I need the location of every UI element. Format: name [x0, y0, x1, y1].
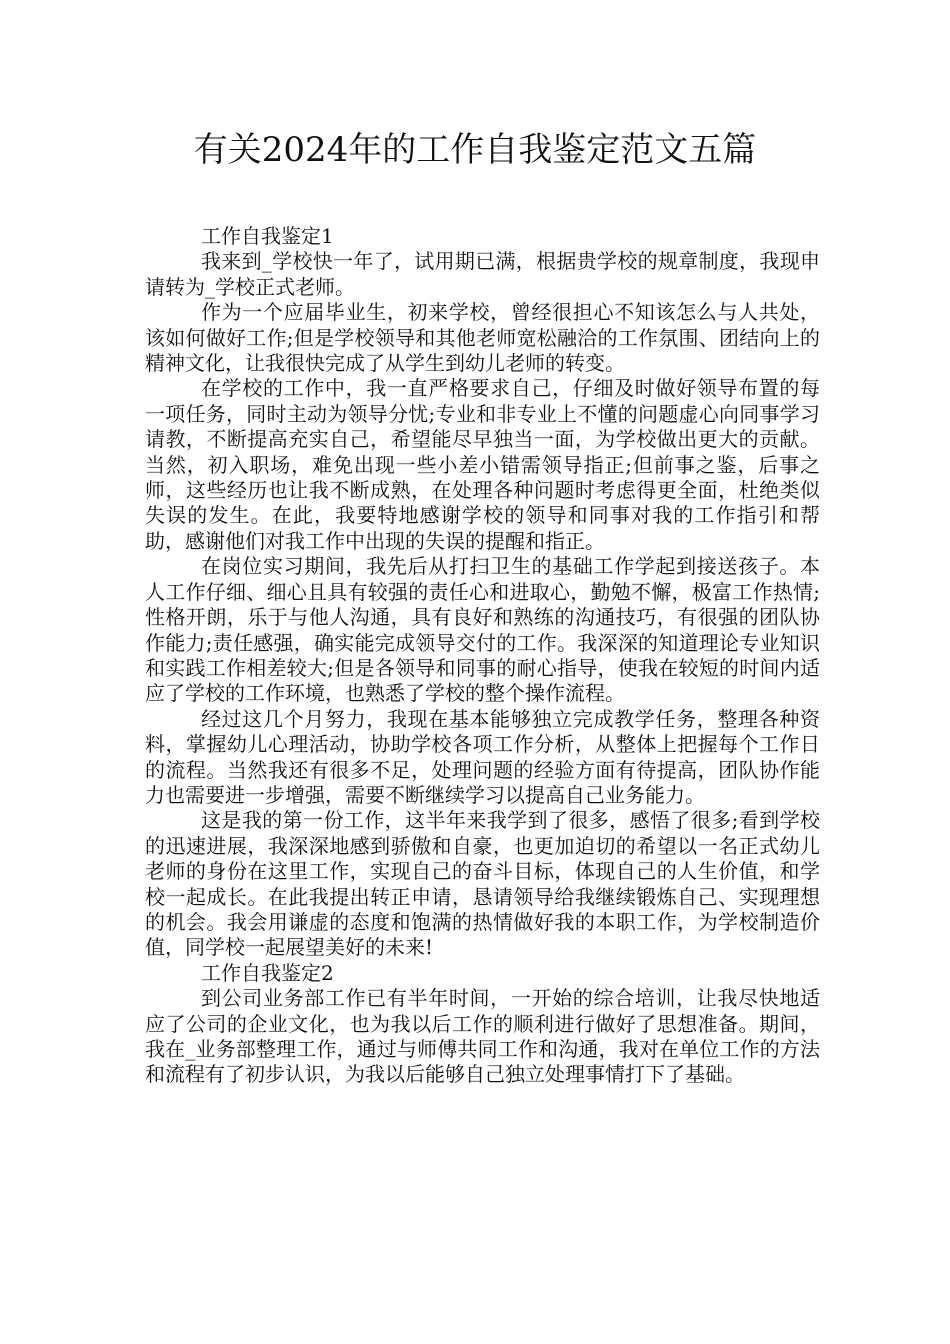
paragraph: 我来到_学校快一年了，试用期已满，根据贵学校的规章制度，我现申请转为_学校正式老师。	[145, 249, 820, 299]
paragraph: 这是我的第一份工作，这半年来我学到了很多，感悟了很多;看到学校的迅速进展，我深深地感到骄傲和自豪，也更加迫切的希望以一名正式幼儿老师的身份在这里工作，实现自己的奋斗目标，体现自己的人生价值，和学校一起成长。在此我提出转正申请，恳请领导给我继续锻炼自己、实现理想的机会。我会用谦虚的态度和饱满的热情做好我的本职工作，为学校制造价值，同学校一起展望美好的未来!	[145, 808, 820, 960]
paragraph: 在岗位实习期间，我先后从打扫卫生的基础工作学起到接送孩子。本人工作仔细、细心且具有较强的责任心和进取心，勤勉不懈，极富工作热情;性格开朗，乐于与他人沟通，具有良好和熟练的沟通技巧，有很强的团队协作能力;责任感强，确实能完成领导交付的工作。我深深的知道理论专业知识和实践工作相差较大;但是各领导和同事的耐心指导，使我在较短的时间内适应了学校的工作环境，也熟悉了学校的整个操作流程。	[145, 554, 820, 706]
paragraph: 作为一个应届毕业生，初来学校，曾经很担心不知该怎么与人共处，该如何做好工作;但是学校领导和其他老师宽松融洽的工作氛围、团结向上的精神文化，让我很快完成了从学生到幼儿老师的转变。	[145, 300, 820, 376]
section-heading-2: 工作自我鉴定2	[201, 960, 334, 985]
section-heading-1: 工作自我鉴定1	[201, 224, 334, 248]
document-body	[145, 224, 820, 1088]
paragraph: 在学校的工作中，我一直严格要求自己，仔细及时做好领导布置的每一项任务，同时主动为领导分忧;专业和非专业上不懂的问题虚心向同事学习请教，不断提高充实自己，希望能尽早独当一面，为学校做出更大的贡献。当然，初入职场，难免出现一些小差小错需领导指正;但前事之鉴，后事之师，这些经历也让我不断成熟，在处理各种问题时考虑得更全面，杜绝类似失误的发生。在此，我要特地感谢学校的领导和同事对我的工作指引和帮助，感谢他们对我工作中出现的失误的提醒和指正。	[145, 376, 820, 553]
document-title: 有关2024年的工作自我鉴定范文五篇	[193, 130, 757, 170]
paragraph: 到公司业务部工作已有半年时间，一开始的综合培训，让我尽快地适应了公司的企业文化，也为我以后工作的顺利进行做好了思想准备。期间，我在_业务部整理工作，通过与师傅共同工作和沟通，我对在单位工作的方法和流程有了初步认识，为我以后能够自己独立处理事情打下了基础。	[145, 986, 820, 1087]
paragraph: 经过这几个月努力，我现在基本能够独立完成教学任务，整理各种资料，掌握幼儿心理活动，协助学校各项工作分析，从整体上把握每个工作日的流程。当然我还有很多不足，处理问题的经验方面有待提高，团队协作能力也需要进一步增强，需要不断继续学习以提高自己业务能力。	[145, 706, 820, 807]
